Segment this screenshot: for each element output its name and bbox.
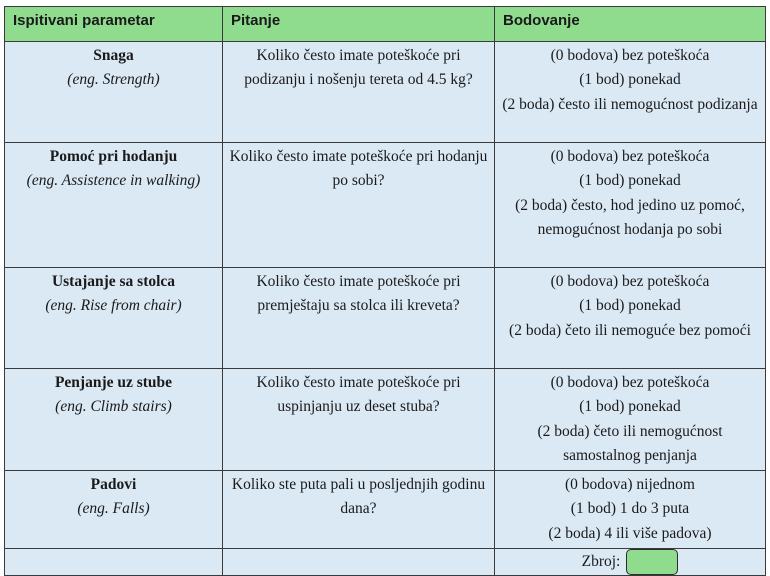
scoring-cell (495, 143, 766, 268)
header-parameter: Ispitivani parametar (5, 7, 223, 42)
parameter-english: (eng. Falls) (77, 500, 150, 518)
parameter-name: Pomoć pri hodanju (49, 148, 178, 165)
parameter-name: Penjanje uz stube (54, 374, 173, 391)
parameter-cell (5, 471, 223, 549)
score-option: (0 bodova) bez poteškoća (550, 374, 710, 391)
parameter-english: (eng. Climb stairs) (55, 398, 172, 416)
parameter-english: (eng. Strength) (67, 71, 160, 89)
table-row (5, 42, 766, 143)
scoring-cell (495, 369, 766, 471)
question-cell: Koliko često imate poteškoće pri premještaju sa stolca ili kreveta? (223, 268, 495, 369)
score-option: (1 bod) ponekad (579, 398, 681, 416)
score-option: (1 bod) 1 do 3 puta (570, 500, 690, 518)
parameter-cell (5, 369, 223, 471)
question-cell: Koliko često imate poteškoće pri podizanju i nošenju tereta od 4.5 kg? (223, 42, 495, 143)
parameter-english: (eng. Assistence in walking) (26, 172, 201, 190)
scoring-cell (495, 471, 766, 549)
question-cell: Koliko ste puta pali u posljednjih godinu dana? (223, 471, 495, 549)
total-empty-cell (223, 549, 495, 576)
score-option: (0 bodova) bez poteškoća (550, 148, 710, 165)
total-empty-cell (5, 549, 223, 576)
score-option: (1 bod) ponekad (579, 71, 681, 89)
score-option: (0 bodova) nijednom (564, 476, 695, 494)
parameter-cell (5, 143, 223, 268)
score-option: (0 bodova) bez poteškoća (550, 47, 710, 64)
sarc-f-table (4, 6, 766, 576)
table-row (5, 369, 766, 471)
parameter-cell (5, 42, 223, 143)
score-option: (1 bod) ponekad (579, 172, 681, 190)
parameter-name: Snaga (93, 47, 134, 64)
parameter-cell (5, 268, 223, 369)
table-row (5, 268, 766, 369)
total-input[interactable] (626, 549, 678, 575)
parameter-name: Padovi (90, 476, 137, 494)
question-cell: Koliko često imate poteškoće pri hodanju po sobi? (223, 143, 495, 268)
score-option: (1 bod) ponekad (579, 297, 681, 315)
table-row (5, 143, 766, 268)
total-cell (495, 549, 766, 576)
score-option: (2 boda) četo ili nemoguće bez pomoći (509, 321, 751, 339)
scoring-cell (495, 42, 766, 143)
total-row (5, 549, 766, 576)
header-row (5, 7, 766, 42)
score-option: (0 bodova) bez poteškoća (550, 273, 710, 290)
parameter-english: (eng. Rise from chair) (45, 297, 182, 315)
scoring-cell (495, 268, 766, 369)
score-option: (2 boda) često, hod jedino uz pomoć, nemogućnost hodanja po sobi (515, 196, 745, 238)
score-option: (2 boda) 4 ili više padova) (548, 524, 712, 542)
score-option: (2 boda) često ili nemogućnost podizanja (502, 95, 758, 113)
header-scoring: Bodovanje (495, 7, 766, 42)
parameter-name: Ustajanje sa stolca (51, 273, 176, 290)
question-cell: Koliko često imate poteškoće pri uspinjanju uz deset stuba? (223, 369, 495, 471)
header-question: Pitanje (223, 7, 495, 42)
total-label: Zbroj: (581, 552, 621, 570)
table-row (5, 471, 766, 549)
score-option: (2 boda) četo ili nemogućnost samostalnog penjanja (537, 422, 723, 464)
